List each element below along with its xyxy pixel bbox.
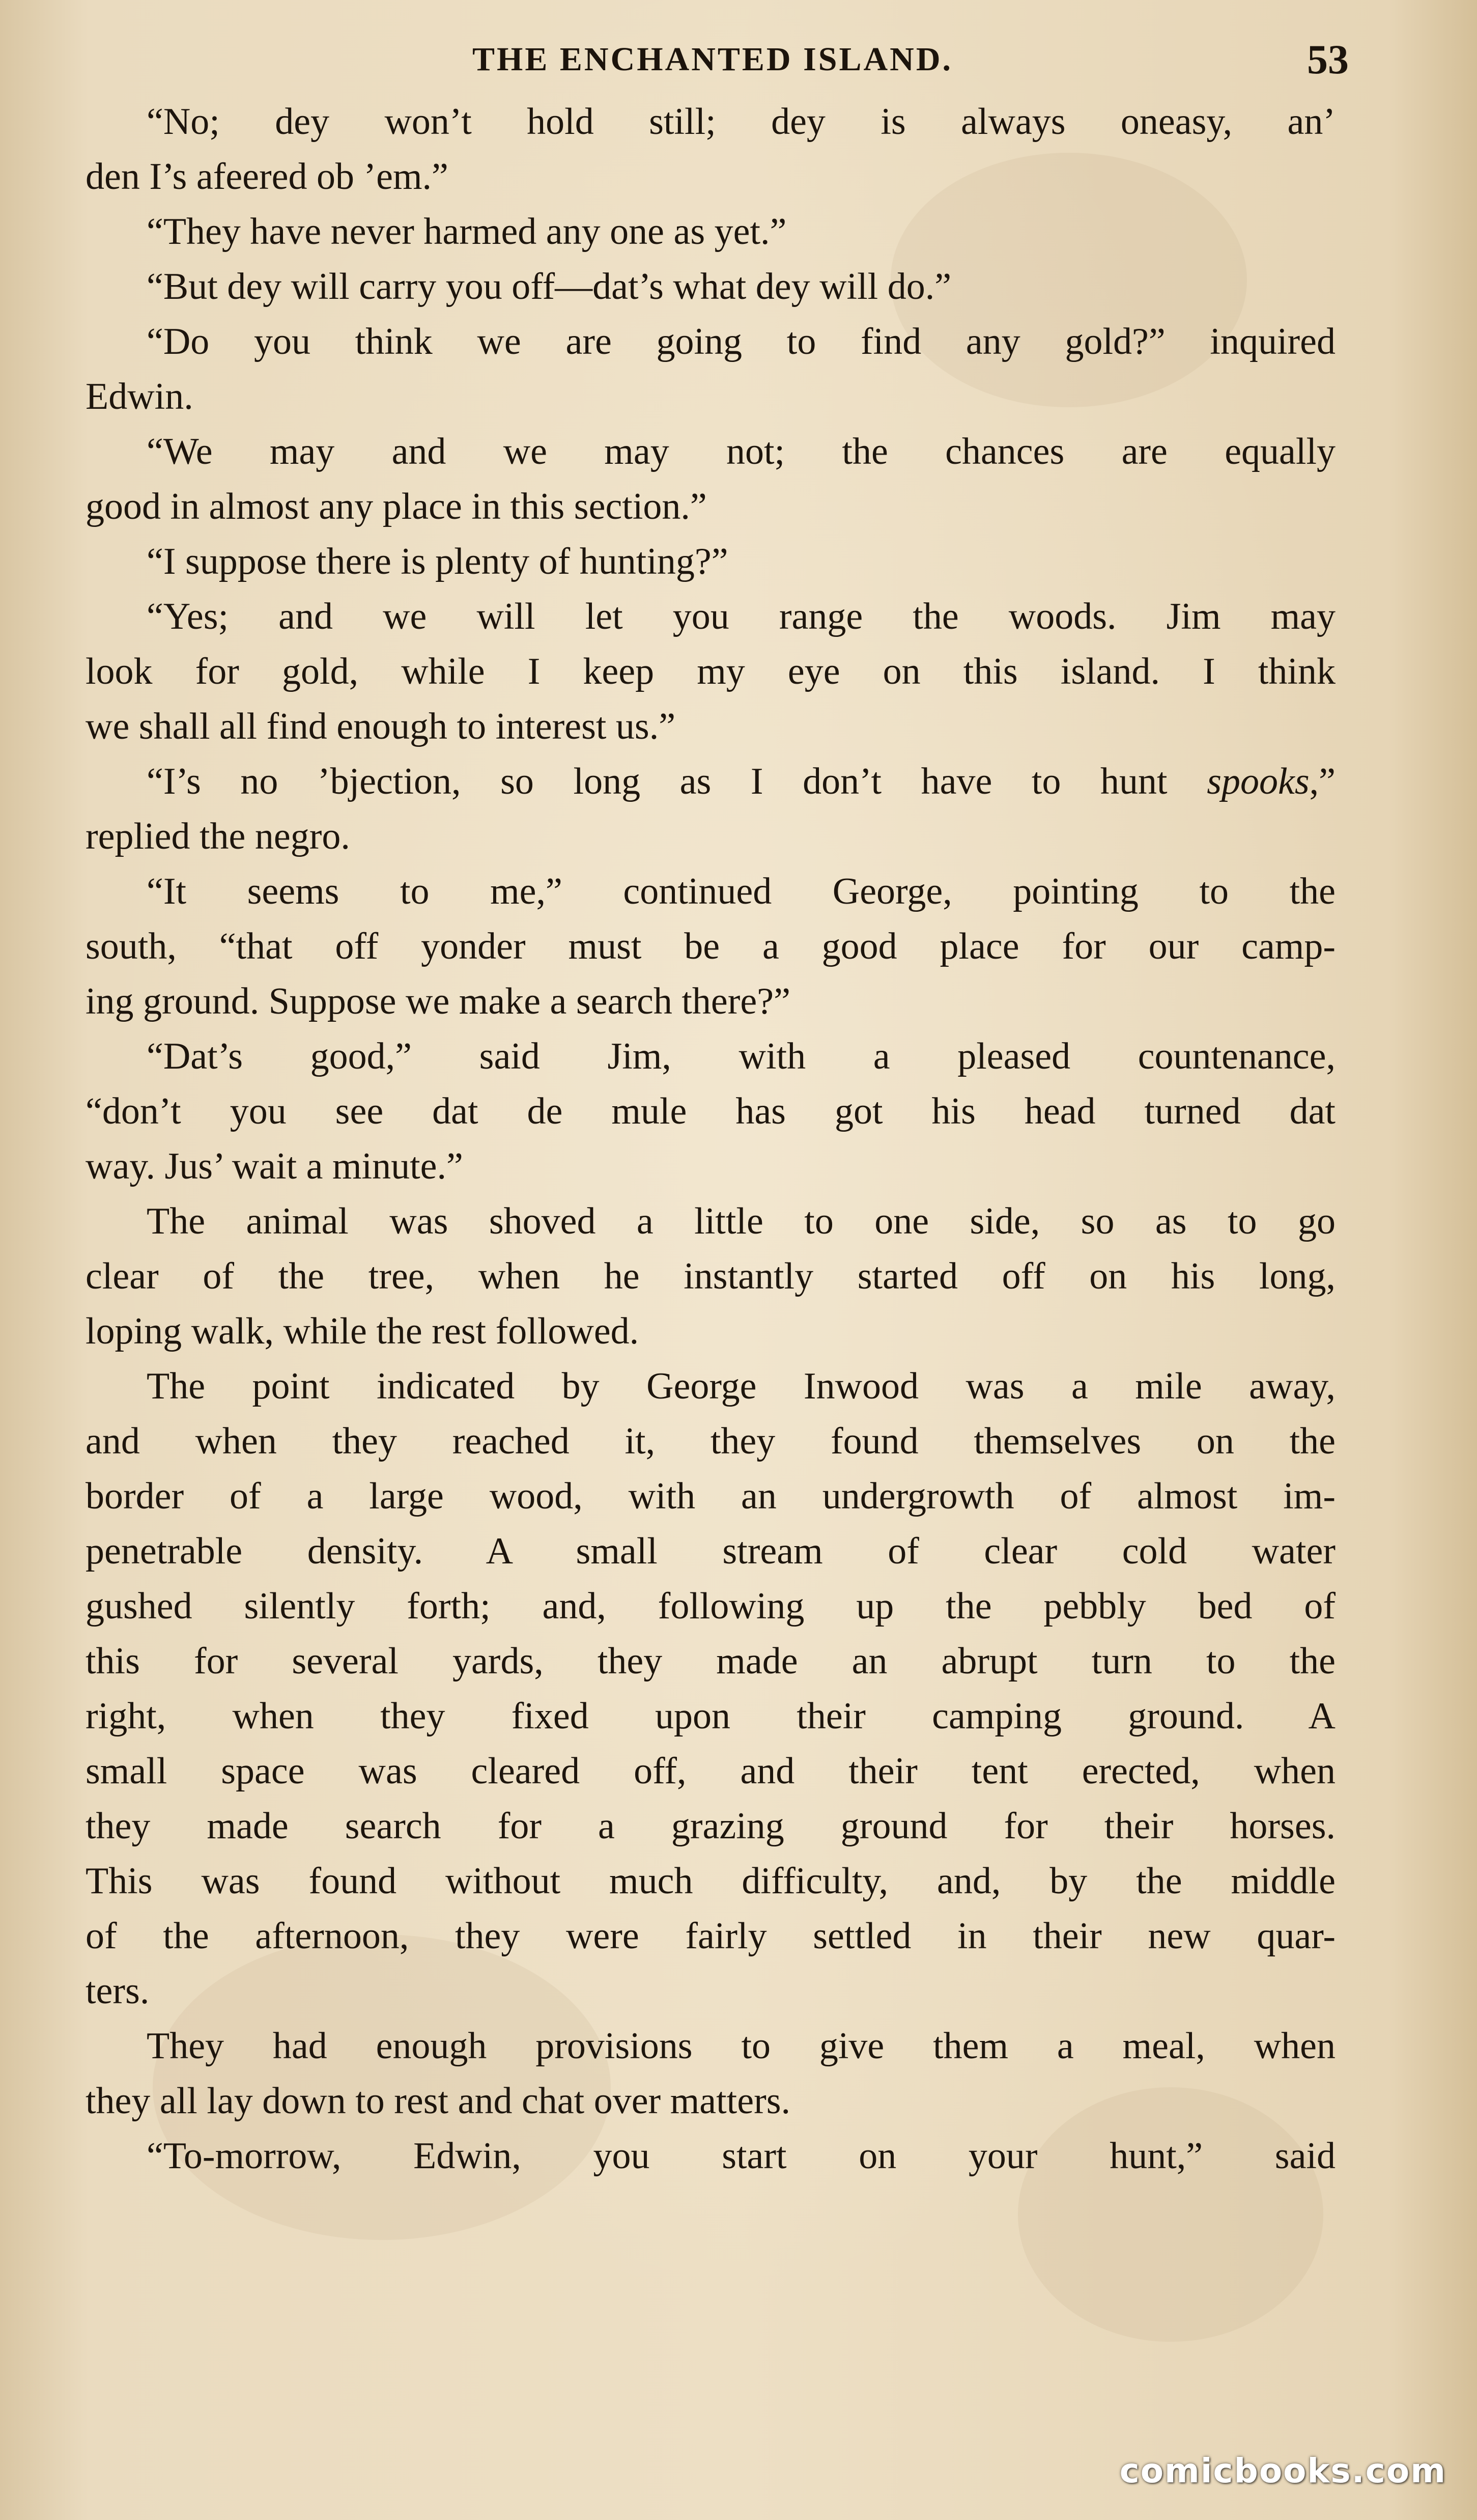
text-line: penetrable density. A small stream of clear cold water <box>86 1530 1336 1572</box>
text-line: The point indicated by George Inwood was a mile away, <box>147 1365 1336 1407</box>
page-header <box>92 32 1349 88</box>
watermark: comicbooks.com <box>1119 2451 1446 2490</box>
text-line: border of a large wood, with an undergrowth of almost im- <box>86 1475 1336 1517</box>
emphasized-word: spooks <box>1207 761 1310 802</box>
text-line: “Do you think we are going to find any gold?” inquired <box>147 321 1336 362</box>
text-line: “They have never harmed any one as yet.” <box>147 211 787 253</box>
body-text <box>86 94 1336 2183</box>
text-line: good in almost any place in this section.” <box>86 486 707 527</box>
text-line: “We may and we may not; the chances are equally <box>147 431 1336 472</box>
text-line: loping walk, while the rest followed. <box>86 1310 639 1352</box>
text-line: clear of the tree, when he instantly started off on his long, <box>86 1255 1336 1297</box>
text-line: they made search for a grazing ground for their horses. <box>86 1805 1336 1847</box>
text-line: right, when they fixed upon their camping ground. A <box>86 1695 1336 1737</box>
text-line: The animal was shoved a little to one side, so as to go <box>147 1200 1336 1242</box>
text-line: ing ground. Suppose we make a search there?” <box>86 981 790 1022</box>
text-line: south, “that off yonder must be a good place for our camp- <box>86 926 1336 967</box>
text-line: Edwin. <box>86 376 193 417</box>
text-line: den I’s afeered ob ’em.” <box>86 156 448 198</box>
text-line: ters. <box>86 1970 150 2012</box>
text-line: They had enough provisions to give them a meal, when <box>147 2025 1336 2067</box>
page-number: 53 <box>1307 36 1349 82</box>
text-line: “Dat’s good,” said Jim, with a pleased countenance, <box>147 1035 1336 1077</box>
text-line: “Yes; and we will let you range the woods. Jim may <box>147 596 1336 637</box>
text-line: “don’t you see dat de mule has got his head turned dat <box>86 1090 1336 1132</box>
text-line: this for several yards, they made an abrupt turn to the <box>86 1640 1336 1682</box>
text-line: replied the negro. <box>86 816 350 857</box>
text-line: way. Jus’ wait a minute.” <box>86 1145 463 1187</box>
text-line: “But dey will carry you off—dat’s what dey will do.” <box>147 266 952 307</box>
text-line: “I’s no ’bjection, so long as I don’t have to hunt spooks,” <box>147 761 1336 802</box>
text-line: “No; dey won’t hold still; dey is always oneasy, an’ <box>147 101 1336 143</box>
text-line: “I suppose there is plenty of hunting?” <box>147 541 728 582</box>
text-line: “It seems to me,” continued George, pointing to the <box>147 871 1336 912</box>
text-line: of the afternoon, they were fairly settled in their new quar- <box>86 1915 1336 1957</box>
text-line: small space was cleared off, and their tent erected, when <box>86 1750 1336 1792</box>
text-line: look for gold, while I keep my eye on this island. I think <box>86 651 1336 692</box>
text-line: we shall all find enough to interest us.” <box>86 706 676 747</box>
text-line: they all lay down to rest and chat over matters. <box>86 2080 791 2122</box>
text-line: This was found without much difficulty, and, by the middle <box>86 1860 1336 1902</box>
text-line: gushed silently forth; and, following up the pebbly bed of <box>86 1585 1336 1627</box>
running-title: THE ENCHANTED ISLAND. <box>472 41 953 78</box>
text-line: “To-morrow, Edwin, you start on your hunt,” said <box>147 2135 1336 2177</box>
text-line: and when they reached it, they found themselves on the <box>86 1420 1336 1462</box>
